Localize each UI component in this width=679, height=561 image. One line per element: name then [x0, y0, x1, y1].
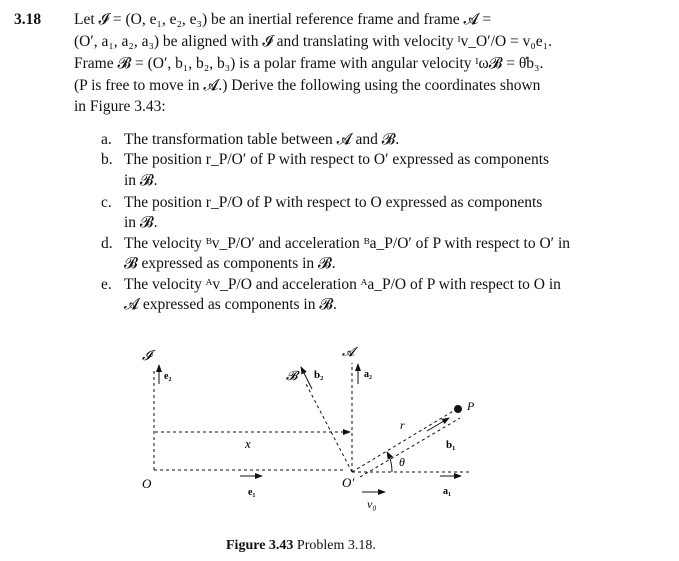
problem-line-4: (P is free to move in 𝓐.) Derive the following using the coordinates shown	[74, 77, 541, 94]
theta-arc	[387, 452, 392, 472]
b2-label: b₂	[314, 369, 324, 381]
problem-line-1: Let 𝓘 = (O, e₁, e₂, e₃) be an inertial reference frame and frame 𝓐 =	[74, 11, 492, 28]
x-label: x	[245, 436, 251, 451]
b2-axis	[305, 382, 352, 472]
b1-axis	[360, 418, 460, 477]
item-e-label: e.	[101, 276, 112, 293]
b1-label: b₁	[446, 439, 456, 451]
item-b-line-2: in 𝓑.	[124, 172, 158, 189]
caption-bold: Figure 3.43	[226, 538, 294, 553]
problem-line-3: Frame 𝓑 = (O′, b₁, b₂, b₃) is a polar frame with angular velocity ᴵω𝓑 = θ̇b₃.	[74, 55, 544, 72]
item-c-line-1: The position r_P/O of P with respect to O expressed as components	[124, 194, 543, 211]
e2-label: e₂	[164, 371, 172, 382]
a1-label: a₁	[443, 486, 451, 497]
frame-a-label: 𝓐	[342, 344, 355, 359]
item-e-line-1: The velocity ᴬv_P/O and acceleration ᴬa_P/O of P with respect to O in	[124, 276, 561, 293]
v0-label: v₀	[367, 497, 377, 511]
item-d-line-1: The velocity ᴮv_P/O′ and acceleration ᴮa_P/O′ of P with respect to O′ in	[124, 235, 571, 252]
problem-line-5: in Figure 3.43:	[74, 98, 166, 115]
frame-b-label: 𝓑	[286, 368, 298, 383]
item-b-line-1: The position r_P/O′ of P with respect to O′ expressed as components	[124, 151, 550, 168]
item-a-label: a.	[101, 131, 112, 148]
frame-i-label: 𝓘	[142, 349, 152, 364]
o-prime-label: O′	[342, 475, 355, 490]
p-label: P	[467, 399, 475, 413]
item-b-label: b.	[101, 151, 113, 168]
theta-label: θ	[399, 455, 405, 469]
item-c-label: c.	[101, 194, 112, 211]
e1-label: e₁	[248, 487, 256, 498]
origin-o-label: O	[142, 476, 152, 491]
item-c-line-2: in 𝓑.	[124, 214, 158, 231]
item-a-line-1: The transformation table between 𝓐 and 𝓑.	[124, 131, 400, 148]
problem-line-2: (O′, a₁, a₂, a₃) be aligned with 𝓘 and translating with velocity ᴵv_O′/O = v₀e₁.	[74, 33, 552, 50]
item-e-line-2: 𝓐 expressed as components in 𝓑.	[124, 296, 337, 313]
caption-text: Problem 3.18.	[296, 538, 376, 553]
point-p	[454, 405, 462, 413]
problem-number: 3.18	[14, 11, 42, 28]
item-d-label: d.	[101, 235, 113, 252]
figure-caption	[226, 538, 376, 554]
r-label: r	[400, 418, 405, 432]
item-d-line-2: 𝓑 expressed as components in 𝓑.	[124, 255, 336, 272]
a2-label: a₂	[364, 369, 372, 380]
